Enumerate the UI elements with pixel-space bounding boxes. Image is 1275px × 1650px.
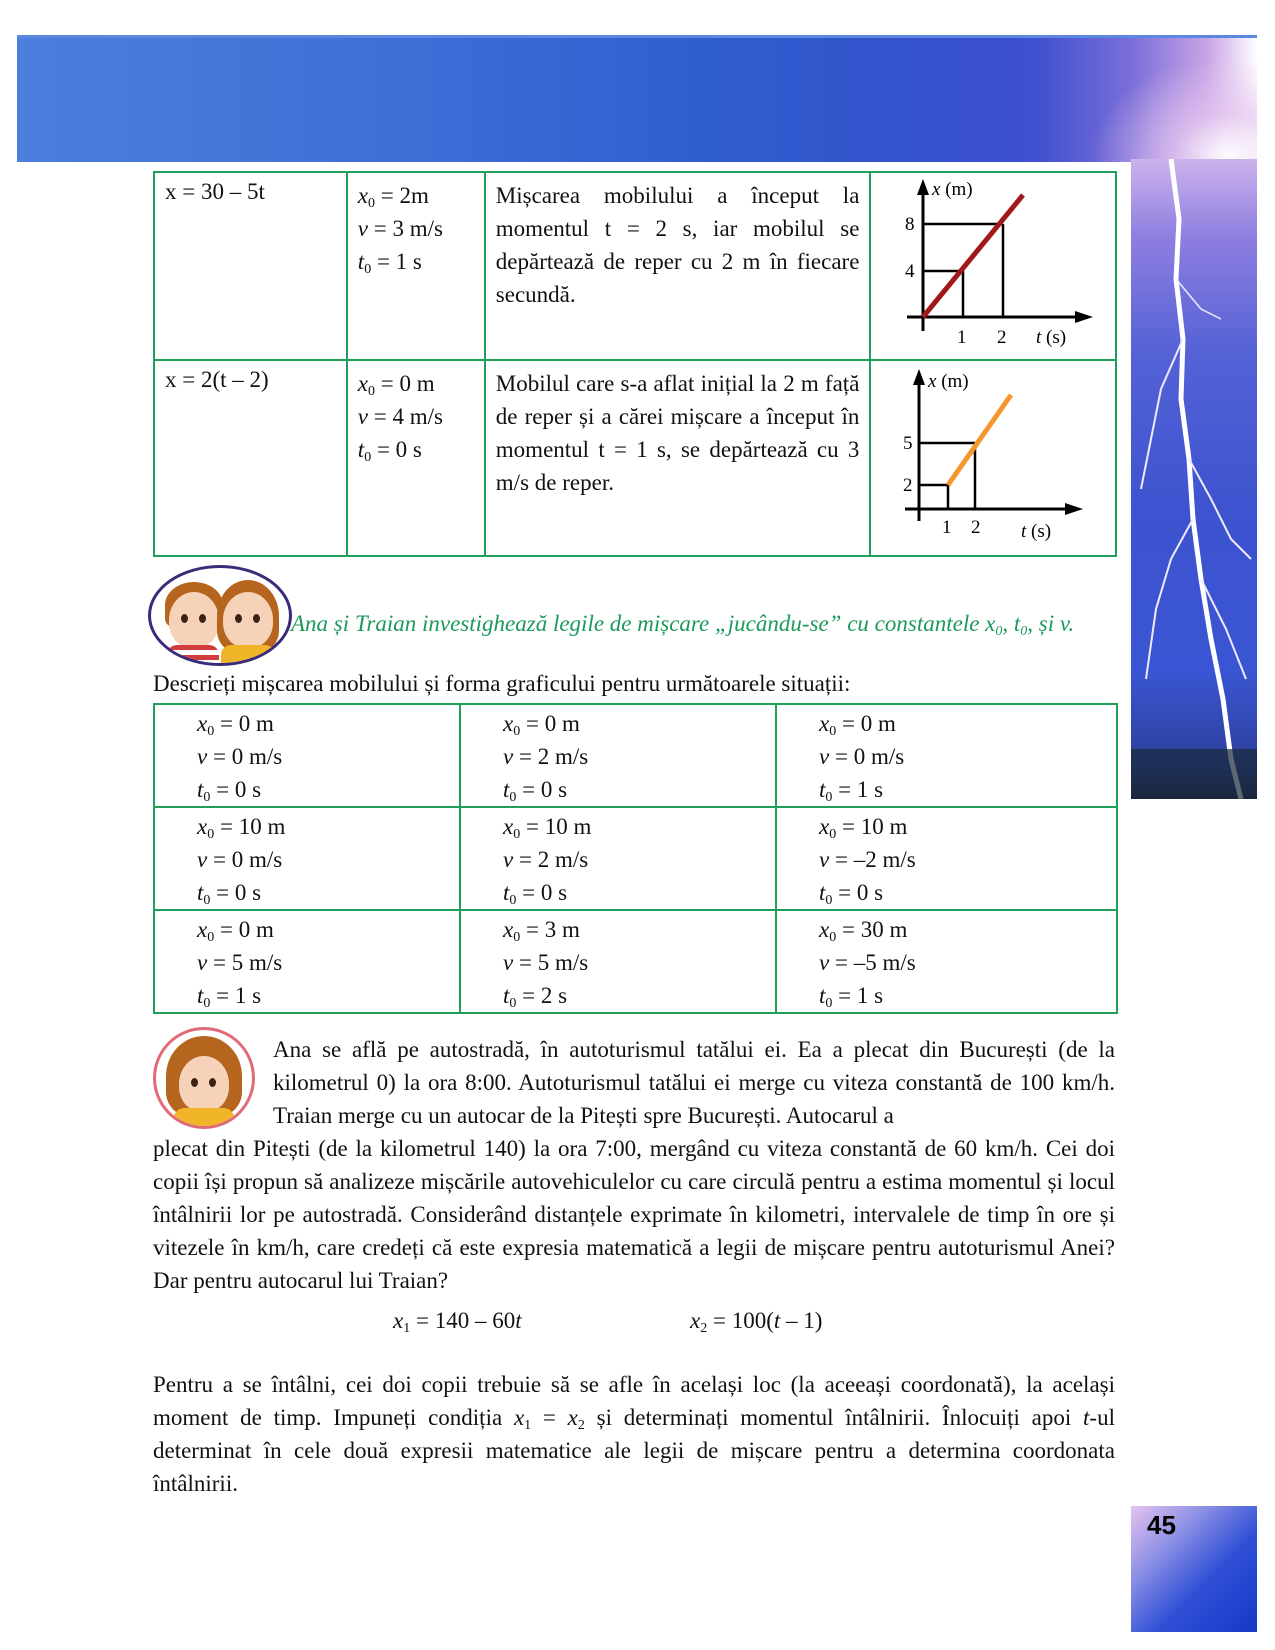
- y-axis-arrow-icon: [917, 179, 929, 195]
- situation-cell: $x_0 = 3$ m v = 5 m/s $t_0 = 2$ s: [460, 910, 776, 1013]
- law-cell: [154, 360, 347, 556]
- position-time-graph: [871, 173, 1111, 351]
- svg-text:2: 2: [971, 517, 981, 538]
- situation-cell: $x_0 = 0$ m v = 5 m/s $t_0 = 1$ s: [154, 910, 460, 1013]
- svg-text:1: 1: [942, 517, 952, 538]
- situation-cell: $x_0 = 0$ m v = 0 m/s $t_0 = 1$ s: [776, 704, 1117, 807]
- situation-cell: $x_0 = 10$ m v = 0 m/s $t_0 = 0$ s: [154, 807, 460, 910]
- description-cell: Mișcarea mobilului a început la momentul t = 2 s, iar mobilul se depărtează de reper cu 2 m în fiecare secundă.: [485, 172, 871, 360]
- ana-avatar: [153, 1027, 255, 1129]
- girl-face: [223, 592, 273, 648]
- kids-avatar: [148, 565, 292, 666]
- problem-paragraph-intro: Ana se află pe autostradă, în autoturismul tatălui ei. Ea a plecat din București (de la kilometrul 0) la ora 8:00. Autoturismul tatălui ei merge cu viteza constantă de 100 km/h. Traian merge cu un autocar de la Pitești spre București. Autocarul a: [273, 1037, 1115, 1128]
- girl-shirt: [221, 645, 275, 666]
- description-cell: Mobilul care s-a aflat inițial la 2 m față de reper și a cărei mișcare a început în momentul t = 1 s, se depărtează cu 3 m/s de reper.: [485, 360, 871, 556]
- situation-cell: $x_0 = 0$ m v = 2 m/s $t_0 = 0$ s: [460, 704, 776, 807]
- equation-x2: $x_2 = 100(t - 1)$: [690, 1308, 823, 1336]
- x-axis-arrow-icon: [1075, 311, 1093, 323]
- table-row: [154, 360, 1116, 556]
- boy-face: [169, 592, 219, 648]
- situation-cell: $x_0 = 0$ m v = 0 m/s $t_0 = 0$ s: [154, 704, 460, 807]
- table-row: [154, 807, 1117, 910]
- lightning-image: [1131, 159, 1257, 799]
- law-text: x = 30 – 5t: [165, 179, 265, 204]
- param-x0: $x_0 = 0$ m: [357, 371, 435, 399]
- table-row: [154, 910, 1117, 1013]
- intro-text: Ana și Traian investighează legile de mișcare „jucându-se” cu constantele $x_0$, $t_0$, și v.: [291, 611, 1075, 639]
- law-text: x = 2(t – 2): [165, 367, 269, 392]
- svg-text:x (m): x (m): [928, 371, 970, 392]
- meeting-paragraph: Pentru a se întâlni, cei doi copii trebuie să se afle în același loc (la aceeași coordonată), la același moment de timp. Impuneți condiția $x_1 = x_2$ și determinați momentul întâlnirii. Înlocuiți apoi t-ul determinat în cele două expresii matematice ale legii de mișcare pentru a determina coordonata întâlnirii.: [153, 1372, 1115, 1496]
- params-cell: [347, 360, 485, 556]
- situation-cell: $x_0 = 10$ m v = –2 m/s $t_0 = 0$ s: [776, 807, 1117, 910]
- kids-intro: [148, 565, 1148, 660]
- param-x0: $x_0 = 2m$: [357, 183, 429, 211]
- param-t0: $t_0 = 1$ s: [357, 249, 422, 277]
- task-title: Descrieți mișcarea mobilului și forma graficului pentru următoarele situații:: [153, 671, 851, 696]
- svg-text:8: 8: [905, 214, 915, 235]
- graph-cell: [870, 360, 1116, 556]
- svg-text:4: 4: [905, 261, 915, 282]
- svg-text:1: 1: [957, 327, 967, 348]
- problem-paragraph-body: plecat din Pitești (de la kilometrul 140) la ora 7:00, mergând cu viteza constantă de 60 km/h. Cei doi copii își propun să analizeze mișcările autovehiculelor cu care circulă pentru a estima momentul și locul întâlnirii lor pe autostradă. Considerând distanțele exprimate în kilometri, intervalele de timp în ore și vitezele în km/h, care credeți că este expresia matematică a legii de mișcare pentru autoturismul Anei? Dar pentru autocarul lui Traian?: [153, 1136, 1115, 1293]
- lightning-bolt-icon: [1131, 159, 1257, 799]
- param-t0: $t_0 = 0$ s: [357, 437, 422, 465]
- svg-text:2: 2: [997, 327, 1007, 348]
- equation-x1: $x_1 = 140 - 60t$: [393, 1308, 522, 1336]
- header-banner: [17, 35, 1257, 162]
- param-v: v = 4 m/s: [357, 404, 443, 429]
- y-axis-arrow-icon: [913, 369, 925, 385]
- params-cell: [347, 172, 485, 360]
- situation-cell: $x_0 = 10$ m v = 2 m/s $t_0 = 0$ s: [460, 807, 776, 910]
- law-cell: [154, 172, 347, 360]
- svg-text:5: 5: [903, 433, 913, 454]
- page-number-badge: [1131, 1506, 1257, 1632]
- graph-cell: [870, 172, 1116, 360]
- param-v: v = 3 m/s: [357, 216, 443, 241]
- position-time-graph: [871, 361, 1111, 543]
- situation-cell: $x_0 = 30$ m v = –5 m/s $t_0 = 1$ s: [776, 910, 1117, 1013]
- svg-text:t (s): t (s): [1021, 521, 1052, 542]
- situations-table: [153, 703, 1118, 1014]
- page-number: 45: [1147, 1510, 1176, 1540]
- svg-text:x (m): x (m): [932, 179, 974, 200]
- examples-table: [153, 171, 1117, 557]
- x-axis-arrow-icon: [1065, 503, 1083, 515]
- svg-text:2: 2: [903, 475, 913, 496]
- table-row: [154, 172, 1116, 360]
- table-row: [154, 704, 1117, 807]
- boy-shirt: [167, 645, 219, 666]
- svg-text:t (s): t (s): [1036, 327, 1067, 348]
